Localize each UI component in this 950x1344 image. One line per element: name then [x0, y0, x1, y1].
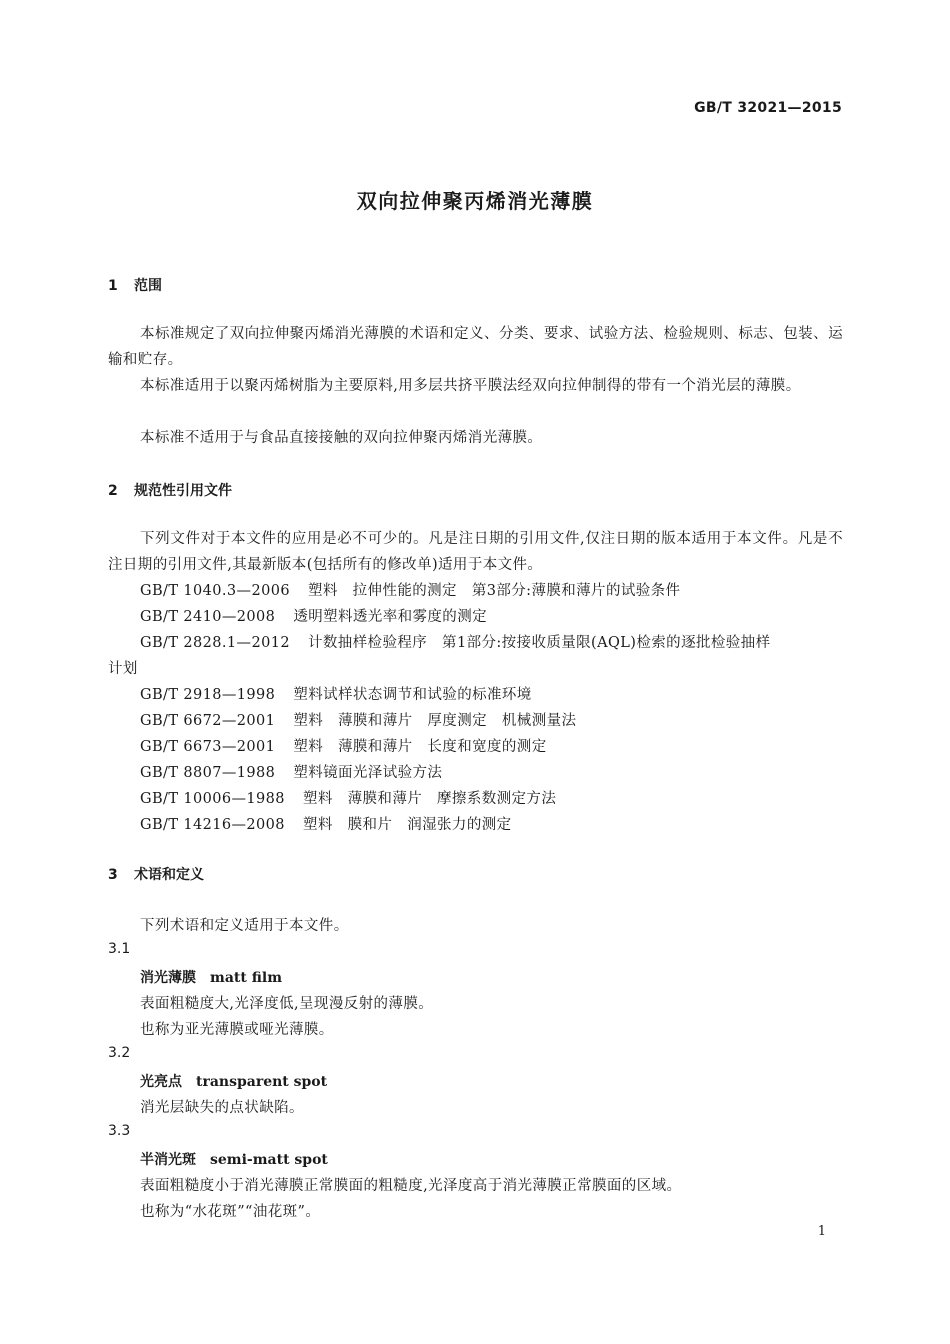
- reference-title: 塑料 薄膜和薄片 长度和宽度的测定: [293, 739, 547, 755]
- reference-code: GB/T 6672—2001: [140, 713, 276, 729]
- reference-code: GB/T 2828.1—2012: [140, 635, 290, 651]
- reference-item: [140, 605, 487, 626]
- reference-title: 透明塑料透光率和雾度的测定: [293, 609, 488, 625]
- section-title: 规范性引用文件: [134, 483, 232, 499]
- reference-item: [140, 579, 680, 600]
- term-number: 3.3: [108, 1123, 131, 1139]
- reference-title: 计数抽样检验程序 第1部分:按接收质量限(AQL)检索的逐批检验抽样: [307, 635, 771, 651]
- reference-item: [140, 813, 512, 834]
- section-heading-1: [108, 275, 162, 295]
- reference-item: [140, 787, 556, 808]
- reference-code: GB/T 2918—1998: [140, 687, 276, 703]
- reference-title: 塑料 薄膜和薄片 厚度测定 机械测量法: [293, 713, 577, 729]
- term-name-zh: 光亮点: [140, 1074, 182, 1090]
- section-title: 范围: [134, 278, 162, 294]
- term-name: [140, 967, 282, 987]
- reference-item: [140, 735, 547, 756]
- section-heading-2: [108, 480, 232, 500]
- paragraph: 下列术语和定义适用于本文件。: [140, 918, 349, 934]
- reference-title: 塑料镜面光泽试验方法: [293, 765, 443, 781]
- reference-code: GB/T 2410—2008: [140, 609, 276, 625]
- reference-item: [140, 631, 770, 652]
- reference-code: GB/T 6673—2001: [140, 739, 276, 755]
- document-title: 双向拉伸聚丙烯消光薄膜: [356, 189, 594, 213]
- section-heading-3: [108, 864, 204, 884]
- term-definition: 表面粗糙度小于消光薄膜正常膜面的粗糙度,光泽度高于消光薄膜正常膜面的区域。: [140, 1178, 682, 1194]
- term-note: 也称为亚光薄膜或哑光薄膜。: [140, 1022, 334, 1038]
- reference-continuation: 计划: [108, 661, 138, 677]
- reference-title: 塑料 薄膜和薄片 摩擦系数测定方法: [302, 791, 557, 807]
- section-number: 2: [108, 483, 118, 499]
- reference-title: 塑料试样状态调节和试验的标准环境: [293, 687, 532, 703]
- paragraph: 本标准适用于以聚丙烯树脂为主要原料,用多层共挤平膜法经双向拉伸制得的带有一个消光层的薄膜。: [140, 378, 801, 394]
- paragraph: 本标准规定了双向拉伸聚丙烯消光薄膜的术语和定义、分类、要求、试验方法、检验规则、标志、包装、运输和贮存。: [108, 326, 843, 368]
- reference-title: 塑料 膜和片 润湿张力的测定: [302, 817, 512, 833]
- term-number: 3.1: [108, 941, 131, 957]
- standard-code: GB/T 32021—2015: [694, 100, 842, 116]
- reference-item: [140, 683, 532, 704]
- term-name-zh: 半消光斑: [140, 1152, 196, 1168]
- reference-item: [140, 761, 442, 782]
- term-number: 3.2: [108, 1045, 131, 1061]
- term-name-en: transparent spot: [196, 1074, 328, 1090]
- section-title: 术语和定义: [134, 867, 204, 883]
- reference-code: GB/T 10006—1988: [140, 791, 285, 807]
- term-name: [140, 1149, 328, 1169]
- paragraph: 下列文件对于本文件的应用是必不可少的。凡是注日期的引用文件,仅注日期的版本适用于本文件。凡是不注日期的引用文件,其最新版本(包括所有的修改单)适用于本文件。: [108, 531, 843, 573]
- section-number: 3: [108, 867, 118, 883]
- reference-code: GB/T 8807—1988: [140, 765, 276, 781]
- term-name-zh: 消光薄膜: [140, 970, 196, 986]
- reference-item: [140, 709, 576, 730]
- term-definition: 表面粗糙度大,光泽度低,呈现漫反射的薄膜。: [140, 996, 434, 1012]
- reference-code: GB/T 1040.3—2006: [140, 583, 290, 599]
- reference-title: 塑料 拉伸性能的测定 第3部分:薄膜和薄片的试验条件: [307, 583, 681, 599]
- section-number: 1: [108, 278, 118, 294]
- page-number: 1: [817, 1224, 826, 1239]
- paragraph: 本标准不适用于与食品直接接触的双向拉伸聚丙烯消光薄膜。: [140, 430, 543, 446]
- term-note: 也称为“水花斑”“油花斑”。: [140, 1204, 321, 1220]
- term-definition: 消光层缺失的点状缺陷。: [140, 1100, 304, 1116]
- term-name-en: matt film: [210, 970, 283, 986]
- term-name-en: semi-matt spot: [210, 1152, 328, 1168]
- reference-code: GB/T 14216—2008: [140, 817, 285, 833]
- term-name: [140, 1071, 327, 1091]
